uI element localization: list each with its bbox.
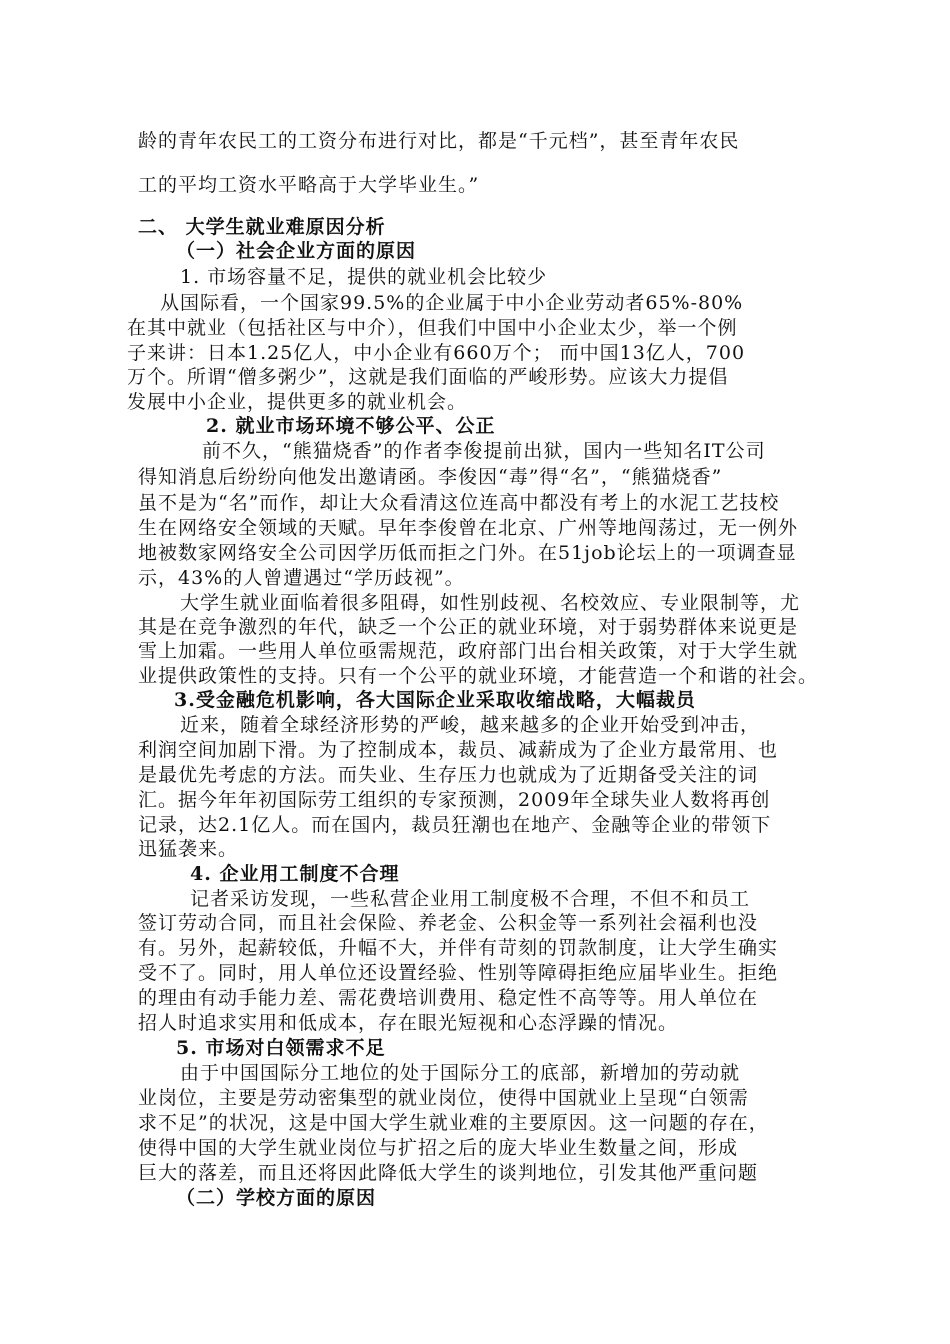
paragraph-line: 求不足”的状况，这是中国大学生就业难的主要原因。这一问题的存在， [138,1112,769,1134]
paragraph-line: 是最优先考虑的方法。而失业、生存压力也就成为了近期备受关注的词 [138,764,759,786]
paragraph-line: 利润空间加剧下滑。为了控制成本，裁员、减薪成为了企业方最常用、也 [138,739,779,761]
paragraph-line: 的理由有动手能力差、需花费培训费用、稳定性不高等等。用人单位在 [138,987,759,1009]
paragraph-line: 龄的青年农民工的工资分布进行对比，都是“千元档”，甚至青年农民 [138,130,740,152]
paragraph-line: 近来，随着全球经济形势的严峻，越来越多的企业开始受到冲击， [180,714,761,736]
paragraph-line: 虽不是为“名”而作，却让大众看清这位连高中都没有考上的水泥工艺技校 [138,492,780,514]
subsection-heading: （二）学校方面的原因 [176,1187,377,1209]
paragraph-line: 招人时追求实用和低成本，存在眼光短视和心态浮躁的情况。 [138,1012,679,1034]
paragraph-line: 业岗位，主要是劳动密集型的就业岗位，使得中国就业上呈现“白领需 [138,1087,749,1109]
paragraph-line: 生在网络安全领域的天赋。早年李俊曾在北京、广州等地闯荡过，无一例外 [138,517,799,539]
item-heading: 4. 企业用工制度不合理 [190,863,400,885]
paragraph-line: 记录，达2.1亿人。而在国内，裁员狂潮也在地产、金融等企业的带领下 [138,814,772,836]
paragraph-line: 其是在竞争激烈的年代，缺乏一个公正的就业环境，对于弱势群体来说更是 [138,616,799,638]
paragraph-line: 受不了。同时，用人单位还设置经验、性别等障碍拒绝应届毕业生。拒绝 [138,962,779,984]
paragraph-line: 有。另外，起薪较低，升幅不大，并伴有苛刻的罚款制度，让大学生确实 [138,937,779,959]
paragraph-line: 迅猛袭来。 [138,838,239,860]
paragraph-line: 得知消息后纷纷向他发出邀请函。李俊因“毒”得“名”，“熊猫烧香” [138,466,723,488]
paragraph-line: 示，43%的人曾遭遇过“学历歧视”。 [138,567,465,589]
paragraph-line: 万个。所谓“僧多粥少”，这就是我们面临的严峻形势。应该大力提倡 [127,366,729,388]
item-heading: 1. 市场容量不足，提供的就业机会比较少 [180,266,548,288]
paragraph-line: 记者采访发现，一些私营企业用工制度极不合理，不但不和员工 [190,888,751,910]
paragraph-line: 大学生就业面临着很多阻碍，如性别歧视、名校效应、专业限制等，尤 [180,592,801,614]
paragraph-line: 业提供政策性的支持。只有一个公平的就业环境，才能营造一个和谐的社会。 [138,665,819,687]
paragraph-line: 由于中国国际分工地位的处于国际分工的底部，新增加的劳动就 [180,1062,741,1084]
paragraph-line: 在其中就业（包括社区与中介），但我们中国中小企业太少，举一个例 [127,317,738,339]
paragraph-line: 使得中国的大学生就业岗位与扩招之后的庞大毕业生数量之间，形成 [138,1137,739,1159]
paragraph-line: 子来讲：日本1.25亿人，中小企业有660万个； 而中国13亿人，700 [127,342,746,364]
paragraph-line: 工的平均工资水平略高于大学毕业生。” [138,174,480,196]
item-heading: 3.受金融危机影响，各大国际企业采取收缩战略，大幅裁员 [174,689,696,711]
item-heading: 2. 就业市场环境不够公平、公正 [206,415,496,437]
paragraph-line: 从国际看，一个国家99.5%的企业属于中小企业劳动者65%-80% [160,292,744,314]
subsection-heading: （一）社会企业方面的原因 [176,240,417,262]
paragraph-line: 发展中小企业，提供更多的就业机会。 [127,391,468,413]
paragraph-line: 汇。据今年年初国际劳工组织的专家预测，2009年全球失业人数将再创 [138,789,771,811]
paragraph-line: 签订劳动合同，而且社会保险、养老金、公积金等一系列社会福利也没 [138,912,759,934]
item-heading: 5. 市场对白领需求不足 [176,1037,386,1059]
paragraph-line: 地被数家网络安全公司因学历低而拒之门外。在51job论坛上的一项调查显 [138,542,797,564]
section-heading: 二、 大学生就业难原因分析 [138,216,386,238]
paragraph-line: 巨大的落差，而且还将因此降低大学生的谈判地位，引发其他严重问题 [138,1162,759,1184]
paragraph-line: 前不久，“熊猫烧香”的作者李俊提前出狱，国内一些知名IT公司 [202,440,766,462]
paragraph-line: 雪上加霜。一些用人单位亟需规范，政府部门出台相关政策，对于大学生就 [138,640,799,662]
